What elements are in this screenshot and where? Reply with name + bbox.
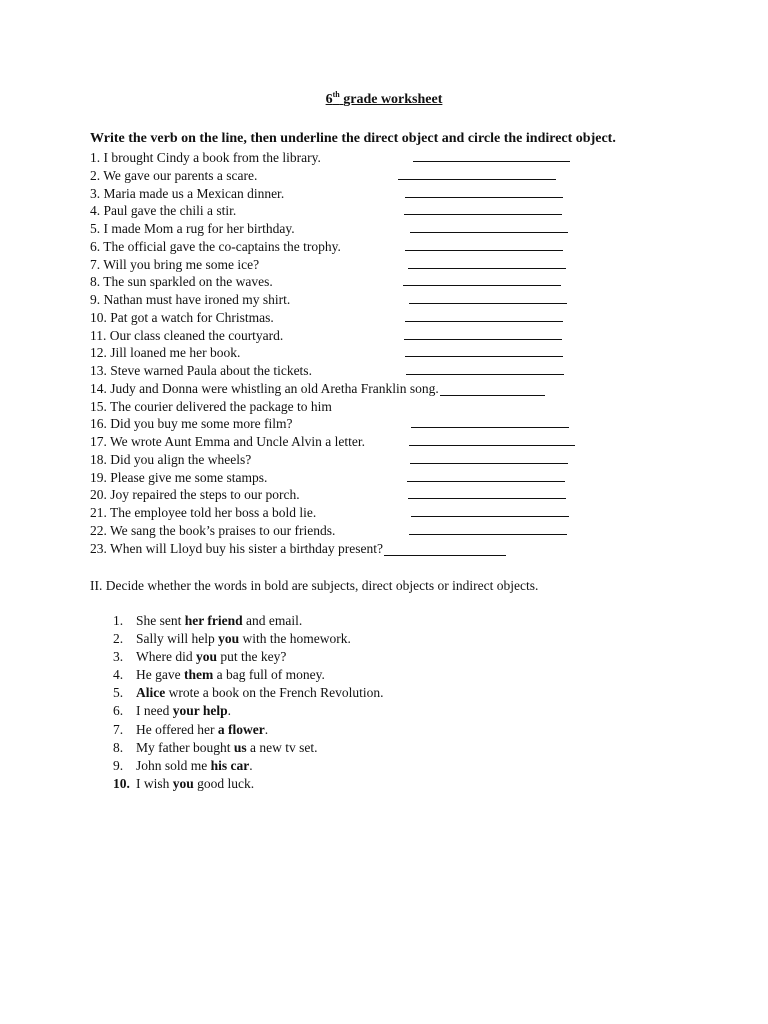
sentence-part: . — [249, 757, 253, 773]
exercise-1-item — [90, 220, 710, 238]
exercise-2-item — [113, 739, 383, 757]
item-number: 11. — [90, 327, 107, 343]
item-number: 18. — [90, 451, 107, 467]
item-sentence: The official gave the co-captains the trophy. — [103, 238, 341, 254]
exercise-1-item — [90, 149, 710, 167]
item-number: 4. — [113, 667, 124, 683]
answer-line[interactable] — [409, 534, 567, 535]
answer-line[interactable] — [398, 179, 556, 180]
item-sentence: Jill loaned me her book. — [110, 345, 241, 361]
item-number: 15. — [90, 398, 107, 414]
sentence-part: She sent — [136, 613, 185, 628]
exercise-1-item — [90, 540, 710, 558]
answer-line[interactable] — [405, 356, 563, 357]
exercise-1-item — [90, 309, 710, 327]
exercise-1-item — [90, 415, 710, 433]
exercise-1-item — [90, 398, 710, 416]
bold-word: your help — [172, 703, 228, 719]
item-sentence: Judy and Donna were whistling an old Aretha Franklin song. — [110, 380, 439, 396]
sentence-part: He offered her — [136, 721, 218, 737]
item-number: 12. — [90, 345, 107, 361]
sentence-part: John sold me — [136, 757, 211, 773]
sentence-part: . — [227, 703, 231, 719]
sentence-part: good luck. — [193, 775, 255, 791]
answer-line[interactable] — [411, 516, 569, 517]
bold-word: a flower — [217, 721, 265, 737]
item-number: 2. — [90, 167, 101, 183]
bold-word: his car — [210, 757, 250, 773]
sentence-part: . — [264, 721, 269, 737]
exercise-1-item — [90, 291, 710, 309]
exercise-2-item — [113, 702, 383, 720]
bold-word: you — [218, 631, 240, 647]
item-sentence: Will you bring me some ice? — [103, 256, 260, 272]
item-number: 5. — [113, 685, 124, 701]
exercise-2-item — [113, 721, 383, 739]
item-sentence: We sang the book’s praises to our friends. — [110, 522, 336, 538]
item-number: 16. — [90, 416, 107, 432]
bold-word: her friend — [184, 613, 243, 628]
item-number: 8. — [113, 739, 124, 755]
item-number: 1. — [113, 613, 124, 628]
item-sentence: We wrote Aunt Emma and Uncle Alvin a letter. — [110, 434, 365, 449]
item-number: 10. — [113, 775, 130, 791]
exercise-1-item — [90, 185, 710, 203]
item-sentence: Maria made us a Mexican dinner. — [103, 185, 285, 201]
sentence-part: a bag full of money. — [213, 667, 325, 683]
item-sentence: Please give me some stamps. — [110, 469, 268, 485]
sentence-part: and email. — [242, 613, 303, 628]
answer-line[interactable] — [409, 445, 575, 446]
answer-line[interactable] — [406, 374, 564, 375]
bold-word: them — [183, 667, 214, 683]
exercise-1-list — [90, 149, 710, 557]
item-sentence: Did you align the wheels? — [110, 451, 252, 467]
exercise-1-item — [90, 238, 710, 256]
exercise-1-item — [90, 451, 710, 469]
item-number: 9. — [113, 757, 124, 773]
item-sentence: When will Lloyd buy his sister a birthday present? — [110, 540, 383, 556]
exercise-1-item — [90, 433, 710, 451]
answer-line[interactable] — [413, 161, 570, 162]
exercise-1-item — [90, 202, 710, 220]
answer-line[interactable] — [404, 214, 562, 215]
item-number: 14. — [90, 380, 107, 396]
answer-line[interactable] — [440, 395, 545, 396]
exercise-1-instructions: Write the verb on the line, then underline the direct object and circle the indirect object. — [90, 131, 616, 146]
exercise-1-item — [90, 362, 710, 380]
item-number: 19. — [90, 469, 107, 485]
answer-line[interactable] — [405, 197, 563, 198]
bold-word: you — [195, 649, 217, 665]
bold-word: us — [233, 739, 247, 755]
item-number: 13. — [90, 363, 107, 378]
item-number: 8. — [90, 274, 101, 290]
exercise-1-item — [90, 469, 710, 487]
exercise-1-item — [90, 504, 710, 522]
item-number: 23. — [90, 540, 107, 556]
exercise-1-item — [90, 522, 710, 540]
item-number: 21. — [90, 505, 107, 520]
exercise-2-item — [113, 648, 383, 666]
exercise-2-item — [113, 684, 383, 702]
exercise-2-item — [113, 666, 383, 684]
exercise-1-item — [90, 344, 710, 362]
exercise-2-item — [113, 775, 383, 793]
item-sentence: I made Mom a rug for her birthday. — [103, 221, 295, 236]
exercise-1-item — [90, 256, 710, 274]
item-sentence: Pat got a watch for Christmas. — [110, 309, 274, 325]
sentence-part: a new tv set. — [246, 739, 318, 755]
item-sentence: I brought Cindy a book from the library. — [103, 150, 321, 165]
answer-line[interactable] — [410, 232, 568, 233]
item-sentence: The courier delivered the package to him — [110, 398, 332, 414]
item-number: 10. — [90, 309, 107, 325]
item-sentence: Nathan must have ironed my shirt. — [103, 292, 291, 307]
sentence-part: with the homework. — [239, 631, 351, 647]
sentence-part: I wish — [136, 775, 173, 791]
item-sentence: The sun sparkled on the waves. — [103, 274, 273, 290]
sentence-part: put the key? — [217, 649, 287, 665]
item-number: 3. — [113, 649, 124, 665]
item-number: 3. — [90, 185, 101, 201]
item-number: 4. — [90, 203, 101, 219]
item-number: 22. — [90, 522, 107, 538]
item-number: 9. — [90, 292, 101, 307]
answer-line[interactable] — [409, 303, 567, 304]
exercise-2-item — [113, 757, 383, 775]
answer-line[interactable] — [384, 555, 506, 556]
exercise-2-instructions: II. Decide whether the words in bold are subjects, direct objects or indirect objects. — [90, 578, 539, 593]
page-title — [0, 92, 768, 108]
exercise-1-item — [90, 380, 710, 398]
item-sentence: Did you buy me some more film? — [110, 416, 293, 432]
item-number: 2. — [113, 631, 124, 647]
item-number: 7. — [90, 256, 101, 272]
item-sentence: Our class cleaned the courtyard. — [109, 327, 284, 343]
item-number: 20. — [90, 487, 107, 503]
item-sentence: We gave our parents a scare. — [103, 167, 258, 183]
answer-line[interactable] — [408, 498, 566, 499]
item-number: 5. — [90, 221, 101, 236]
sentence-part: wrote a book on the French Revolution. — [165, 685, 384, 701]
exercise-1-item — [90, 167, 710, 185]
sentence-part: I need — [136, 703, 173, 719]
item-number: 6. — [90, 238, 101, 254]
bold-word: you — [172, 775, 194, 791]
item-number: 1. — [90, 150, 101, 165]
answer-line[interactable] — [407, 481, 565, 482]
exercise-2-list — [113, 612, 383, 793]
exercise-1-item — [90, 327, 710, 345]
item-number: 6. — [113, 703, 124, 719]
item-number: 7. — [113, 721, 124, 737]
answer-line[interactable] — [405, 321, 563, 322]
sentence-part: Sally will help — [136, 631, 219, 647]
exercise-2-item — [113, 612, 383, 630]
title-text: grade worksheet — [343, 92, 443, 107]
item-number: 17. — [90, 434, 107, 449]
answer-line[interactable] — [403, 285, 561, 286]
exercise-1-item — [90, 486, 710, 504]
title-superscript: th — [332, 90, 340, 99]
sentence-part: Where did — [136, 649, 196, 665]
answer-line[interactable] — [405, 250, 563, 251]
answer-line[interactable] — [404, 339, 562, 340]
exercise-1-item — [90, 273, 710, 291]
item-sentence: Steve warned Paula about the tickets. — [110, 363, 312, 378]
answer-line[interactable] — [411, 427, 569, 428]
title-number: 6 — [325, 92, 333, 107]
item-sentence: Paul gave the chili a stir. — [103, 203, 237, 219]
item-sentence: The employee told her boss a bold lie. — [110, 505, 317, 520]
answer-line[interactable] — [408, 268, 566, 269]
answer-line[interactable] — [410, 463, 568, 464]
exercise-2-item — [113, 630, 383, 648]
sentence-part: He gave — [136, 667, 184, 683]
sentence-part: My father bought — [136, 739, 234, 755]
bold-word: Alice — [136, 685, 166, 701]
item-sentence: Joy repaired the steps to our porch. — [110, 487, 300, 503]
